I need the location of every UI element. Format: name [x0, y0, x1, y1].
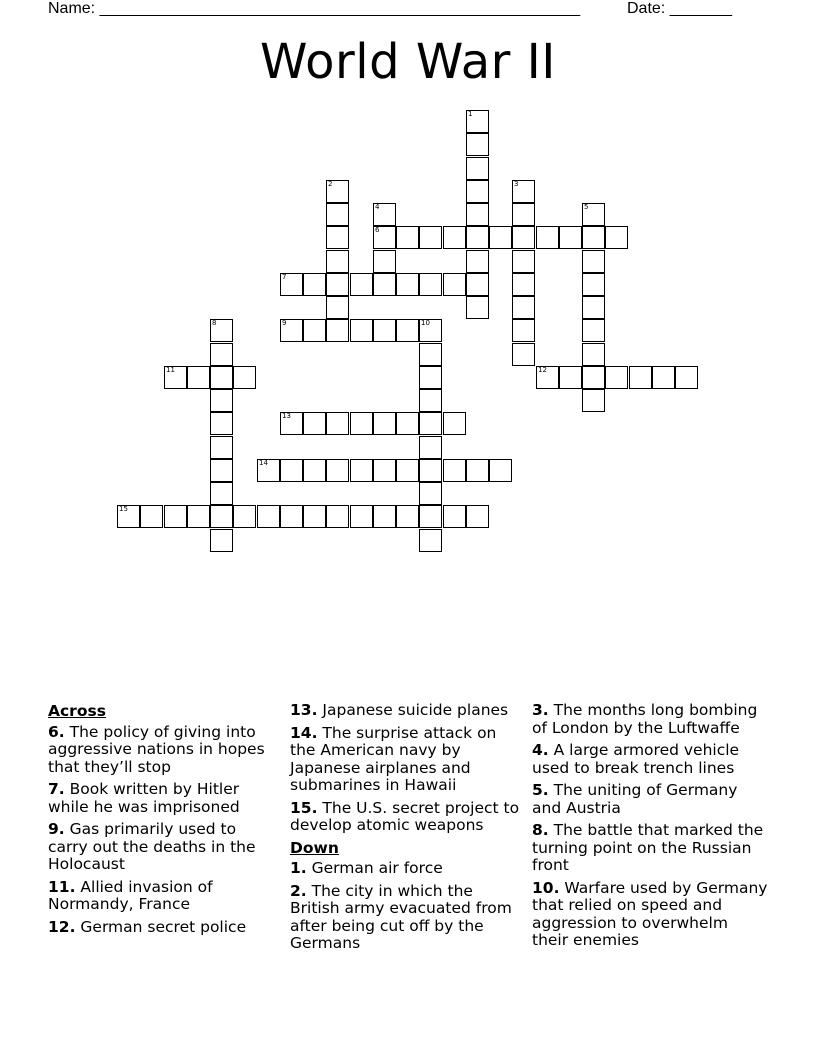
- grid-cell[interactable]: [512, 273, 535, 296]
- grid-cell[interactable]: [164, 505, 187, 528]
- grid-cell[interactable]: [350, 459, 373, 482]
- grid-cell[interactable]: [117, 505, 140, 528]
- grid-cell[interactable]: [466, 459, 489, 482]
- clue-down-2: [290, 883, 526, 953]
- grid-cell[interactable]: [280, 273, 303, 296]
- grid-cell[interactable]: [210, 389, 233, 412]
- grid-cell[interactable]: [303, 505, 326, 528]
- grid-cell[interactable]: [582, 319, 605, 342]
- grid-cell[interactable]: [512, 250, 535, 273]
- clue-number: 2.: [290, 881, 307, 900]
- clue-text: The U.S. secret project to develop atomic weapons: [290, 798, 520, 834]
- clue-number: 9.: [48, 820, 65, 838]
- grid-cell[interactable]: [373, 273, 396, 296]
- grid-cell[interactable]: [210, 505, 233, 528]
- grid-cell[interactable]: [443, 412, 466, 435]
- clue-number-label: 1: [468, 110, 473, 118]
- grid-cell[interactable]: [466, 133, 489, 156]
- clue-text: The months long bombing of London by the Luftwaffe: [532, 701, 758, 737]
- grid-cell[interactable]: [582, 389, 605, 412]
- grid-cell[interactable]: [396, 505, 419, 528]
- grid-cell[interactable]: [512, 319, 535, 342]
- grid-cell[interactable]: [466, 505, 489, 528]
- grid-cell[interactable]: [419, 459, 442, 482]
- grid-cell[interactable]: [419, 273, 442, 296]
- clue-number-label: 8: [212, 319, 217, 327]
- grid-cell[interactable]: [512, 296, 535, 319]
- clue-across-12: [48, 919, 280, 937]
- grid-cell[interactable]: [536, 366, 559, 389]
- grid-cell[interactable]: [489, 459, 512, 482]
- grid-cell[interactable]: [396, 226, 419, 249]
- clue-number: 1.: [290, 859, 307, 877]
- clue-number: 10.: [532, 878, 560, 897]
- grid-cell[interactable]: [187, 505, 210, 528]
- grid-cell[interactable]: [303, 319, 326, 342]
- clue-number-label: 11: [166, 366, 175, 374]
- date-field: Date: _______: [627, 0, 732, 17]
- grid-cell[interactable]: [303, 412, 326, 435]
- clue-number-label: 5: [584, 203, 589, 211]
- clue-number-label: 2: [328, 180, 333, 188]
- grid-cell[interactable]: [350, 319, 373, 342]
- clue-text: A large armored vehicle used to break trench lines: [532, 741, 740, 777]
- clue-number-label: 3: [514, 180, 519, 188]
- clue-number: 15.: [290, 798, 318, 817]
- clue-text: Warfare used by Germany that relied on speed and aggression to overwhelm their enemies: [532, 878, 768, 949]
- clue-number-label: 14: [259, 459, 268, 467]
- grid-cell[interactable]: [419, 366, 442, 389]
- grid-cell[interactable]: [350, 412, 373, 435]
- grid-cell[interactable]: [466, 226, 489, 249]
- grid-cell[interactable]: [280, 459, 303, 482]
- grid-cell[interactable]: [419, 389, 442, 412]
- clue-text: The policy of giving into aggressive nations in hopes that they’ll stop: [48, 722, 265, 776]
- grid-cell[interactable]: [210, 529, 233, 552]
- grid-cell[interactable]: [164, 366, 187, 389]
- grid-cell[interactable]: [466, 296, 489, 319]
- grid-cell[interactable]: [303, 459, 326, 482]
- grid-cell[interactable]: [582, 226, 605, 249]
- grid-cell[interactable]: [326, 505, 349, 528]
- clue-number: 6.: [48, 722, 65, 741]
- clues-column-2: [290, 702, 526, 958]
- clue-down-4: [532, 742, 768, 777]
- grid-cell[interactable]: [582, 296, 605, 319]
- grid-cell[interactable]: [466, 157, 489, 180]
- clue-text: Japanese suicide planes: [322, 701, 509, 719]
- clue-across-7: [48, 781, 280, 816]
- grid-cell[interactable]: [559, 366, 582, 389]
- grid-cell[interactable]: [605, 366, 628, 389]
- grid-cell[interactable]: [443, 459, 466, 482]
- grid-cell[interactable]: [210, 482, 233, 505]
- grid-cell[interactable]: [280, 412, 303, 435]
- clue-number: 7.: [48, 780, 65, 798]
- clue-text: German secret police: [80, 917, 247, 936]
- clue-number-label: 4: [375, 203, 380, 211]
- grid-cell[interactable]: [326, 412, 349, 435]
- grid-cell[interactable]: [466, 203, 489, 226]
- grid-cell[interactable]: [652, 366, 675, 389]
- clue-text: The surprise attack on the American navy by Japanese airplanes and submarines in Hawaii: [290, 723, 497, 794]
- grid-cell[interactable]: [326, 226, 349, 249]
- grid-cell[interactable]: [419, 412, 442, 435]
- clue-number: 14.: [290, 723, 318, 742]
- grid-cell[interactable]: [373, 412, 396, 435]
- clue-number: 4.: [532, 741, 549, 759]
- clue-number-label: 6: [375, 226, 380, 234]
- grid-cell[interactable]: [466, 273, 489, 296]
- grid-cell[interactable]: [280, 319, 303, 342]
- grid-cell[interactable]: [629, 366, 652, 389]
- clue-text: The uniting of Germany and Austria: [532, 781, 738, 817]
- grid-cell[interactable]: [350, 273, 373, 296]
- across-heading: Across: [48, 702, 106, 720]
- grid-cell[interactable]: [210, 436, 233, 459]
- grid-cell[interactable]: [373, 319, 396, 342]
- clue-number: 12.: [48, 917, 76, 936]
- clue-text: Gas primarily used to carry out the deaths in the Holocaust: [48, 820, 256, 873]
- clue-down-8: [532, 822, 768, 875]
- grid-cell[interactable]: [350, 505, 373, 528]
- clue-text: The city in which the British army evacuated from after being cut off by the Germans: [290, 881, 512, 952]
- grid-cell[interactable]: [512, 203, 535, 226]
- grid-cell[interactable]: [675, 366, 698, 389]
- clue-text: Allied invasion of Normandy, France: [48, 877, 213, 913]
- grid-cell[interactable]: [582, 203, 605, 226]
- grid-cell[interactable]: [419, 343, 442, 366]
- clue-number-label: 13: [282, 412, 291, 420]
- clue-number: 13.: [290, 701, 318, 719]
- grid-cell[interactable]: [419, 482, 442, 505]
- grid-cell[interactable]: [373, 459, 396, 482]
- clue-number-label: 7: [282, 273, 287, 281]
- clue-across-6: [48, 724, 280, 777]
- grid-cell[interactable]: [280, 505, 303, 528]
- grid-cell[interactable]: [303, 273, 326, 296]
- clue-text: The battle that marked the turning point on the Russian front: [532, 821, 764, 874]
- grid-cell[interactable]: [210, 319, 233, 342]
- clue-number-label: 10: [421, 319, 430, 327]
- grid-cell[interactable]: [466, 110, 489, 133]
- down-heading: Down: [290, 838, 339, 857]
- clue-across-13: [290, 702, 526, 720]
- grid-cell[interactable]: [582, 250, 605, 273]
- grid-cell[interactable]: [419, 319, 442, 342]
- clue-number-label: 15: [119, 505, 128, 513]
- grid-cell[interactable]: [396, 412, 419, 435]
- grid-cell[interactable]: [233, 505, 256, 528]
- grid-cell[interactable]: [373, 226, 396, 249]
- clues-column-3: [532, 702, 768, 955]
- grid-cell[interactable]: [210, 343, 233, 366]
- grid-cell[interactable]: [233, 366, 256, 389]
- grid-cell[interactable]: [605, 226, 628, 249]
- grid-cell[interactable]: [326, 273, 349, 296]
- clue-number-label: 12: [538, 366, 547, 374]
- grid-cell[interactable]: [466, 250, 489, 273]
- grid-cell[interactable]: [373, 203, 396, 226]
- clue-number: 8.: [532, 821, 549, 839]
- grid-cell[interactable]: [210, 459, 233, 482]
- grid-cell[interactable]: [326, 296, 349, 319]
- grid-cell[interactable]: [512, 343, 535, 366]
- grid-cell[interactable]: [396, 459, 419, 482]
- grid-cell[interactable]: [512, 226, 535, 249]
- grid-cell[interactable]: [419, 529, 442, 552]
- clue-across-9: [48, 821, 280, 874]
- grid-cell[interactable]: [373, 250, 396, 273]
- name-field: Name: ______________________________________________________: [48, 0, 581, 17]
- grid-cell[interactable]: [512, 180, 535, 203]
- grid-cell[interactable]: [443, 505, 466, 528]
- grid-cell[interactable]: [536, 226, 559, 249]
- clue-down-10: [532, 880, 768, 950]
- grid-cell[interactable]: [419, 436, 442, 459]
- clue-across-11: [48, 879, 280, 914]
- grid-cell[interactable]: [187, 366, 210, 389]
- clue-text: German air force: [311, 859, 443, 877]
- grid-cell[interactable]: [373, 505, 396, 528]
- grid-cell[interactable]: [326, 250, 349, 273]
- clue-number: 11.: [48, 877, 76, 896]
- grid-cell[interactable]: [140, 505, 163, 528]
- grid-cell[interactable]: [326, 180, 349, 203]
- grid-cell[interactable]: [419, 505, 442, 528]
- clue-number: 5.: [532, 781, 549, 799]
- clue-text: Book written by Hitler while he was imprisoned: [48, 780, 240, 816]
- clue-number: 3.: [532, 701, 549, 719]
- grid-cell[interactable]: [443, 273, 466, 296]
- grid-cell[interactable]: [489, 226, 512, 249]
- grid-cell[interactable]: [419, 226, 442, 249]
- clue-across-14: [290, 725, 526, 795]
- grid-cell[interactable]: [257, 505, 280, 528]
- clue-down-3: [532, 702, 768, 737]
- grid-cell[interactable]: [559, 226, 582, 249]
- clue-down-1: [290, 860, 526, 878]
- grid-cell[interactable]: [326, 203, 349, 226]
- grid-cell[interactable]: [257, 459, 280, 482]
- grid-cell[interactable]: [326, 319, 349, 342]
- clue-down-5: [532, 782, 768, 817]
- page-title: World War II: [260, 34, 556, 90]
- clue-across-15: [290, 800, 526, 835]
- grid-cell[interactable]: [466, 180, 489, 203]
- grid-cell[interactable]: [582, 343, 605, 366]
- grid-cell[interactable]: [582, 273, 605, 296]
- clues-column-1: [48, 702, 280, 941]
- grid-cell[interactable]: [210, 366, 233, 389]
- clue-number-label: 9: [282, 319, 287, 327]
- grid-cell[interactable]: [396, 319, 419, 342]
- grid-cell[interactable]: [582, 366, 605, 389]
- grid-cell[interactable]: [326, 459, 349, 482]
- grid-cell[interactable]: [396, 273, 419, 296]
- grid-cell[interactable]: [443, 226, 466, 249]
- grid-cell[interactable]: [210, 412, 233, 435]
